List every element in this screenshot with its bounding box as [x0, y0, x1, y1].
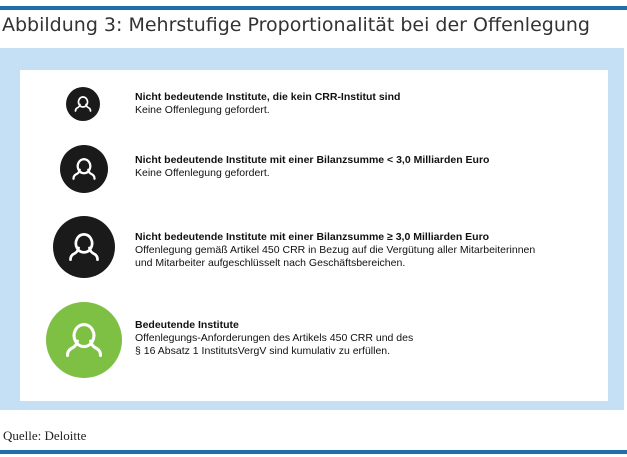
tier-4-body-line-1: Offenlegungs-Anforderungen des Artikels 450 CRR und des — [135, 332, 414, 344]
person-icon-tier-2 — [60, 145, 108, 193]
bottom-rule — [0, 450, 627, 454]
tier-2-body: Keine Offenlegung gefordert. — [135, 167, 270, 179]
top-rule — [0, 6, 627, 10]
figure-title: Abbildung 3: Mehrstufige Proportionalität bei der Offenlegung — [2, 14, 590, 36]
person-icon-tier-3 — [53, 216, 115, 278]
tier-1-body: Keine Offenlegung gefordert. — [135, 104, 270, 116]
tier-3-heading: Nicht bedeutende Institute mit einer Bilanzsumme ≥ 3,0 Milliarden Euro — [135, 231, 490, 243]
tier-1-heading: Nicht bedeutende Institute, die kein CRR-Institut sind — [135, 91, 401, 103]
diagram-card — [20, 70, 608, 401]
tier-3-body-line-2: und Mitarbeiter aufgeschlüsselt nach Geschäftsbereichen. — [135, 257, 406, 269]
tier-4-body-line-2: § 16 Absatz 1 InstitutsVergV sind kumulativ zu erfüllen. — [135, 345, 391, 357]
tier-4-heading: Bedeutende Institute — [135, 319, 239, 331]
tier-2-heading: Nicht bedeutende Institute mit einer Bilanzsumme < 3,0 Milliarden Euro — [135, 154, 490, 166]
diagram-panel — [0, 48, 624, 410]
source-note: Quelle: Deloitte — [3, 428, 87, 443]
tier-3-body-line-1: Offenlegung gemäß Artikel 450 CRR in Bezug auf die Vergütung aller Mitarbeiterinnen — [135, 244, 536, 256]
person-icon-tier-1 — [66, 87, 100, 121]
person-icon-tier-4 — [46, 302, 122, 378]
